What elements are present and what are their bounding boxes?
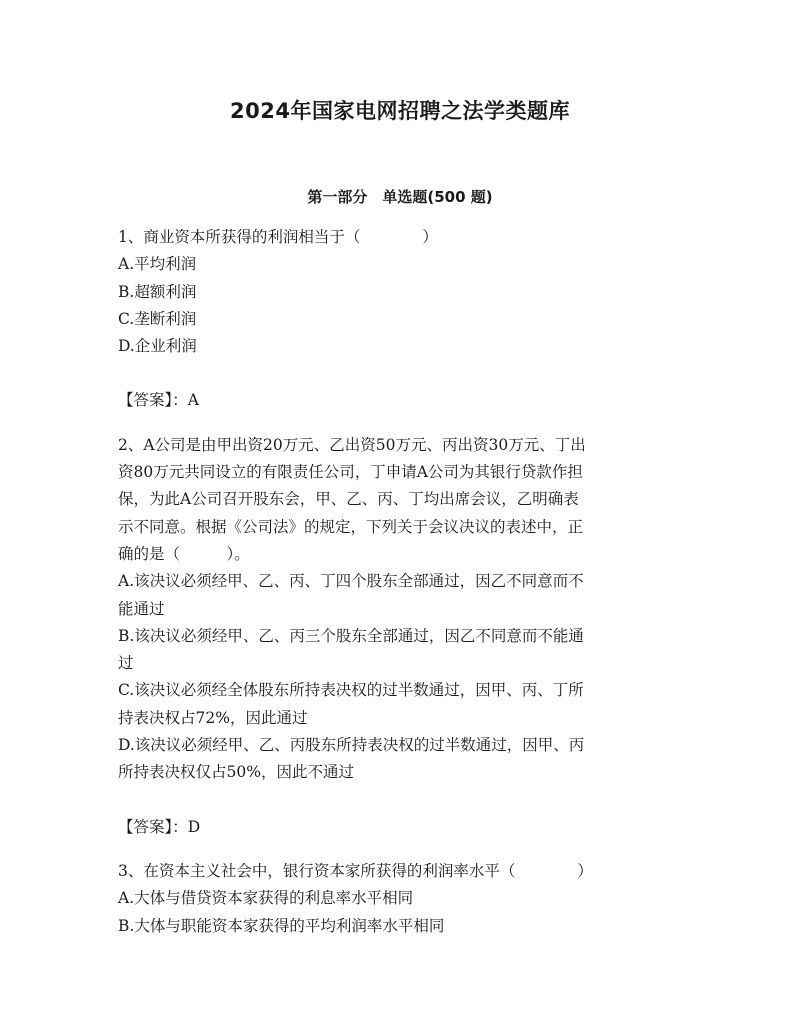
question-stem: 示不同意。根据《公司法》的规定，下列关于会议决议的表述中，正 — [118, 517, 584, 536]
document-title: 2024年国家电网招聘之法学类题库 — [230, 99, 570, 123]
option-d: D.企业利润 — [118, 337, 197, 356]
question-3 — [118, 858, 678, 940]
option-c-cont: 持表决权占72%，因此通过 — [118, 708, 308, 727]
question-stem: 保，为此A公司召开股东会，甲、乙、丙、丁均出席会议，乙明确表 — [118, 490, 579, 509]
option-b: B.大体与职能资本家获得的平均利润率水平相同 — [118, 916, 445, 935]
question-stem: 资80万元共同设立的有限责任公司，丁申请A公司为其银行贷款作担 — [118, 463, 583, 482]
question-stem: 1、商业资本所获得的利润相当于（ ） — [118, 228, 438, 246]
option-a-cont: 能通过 — [118, 599, 165, 618]
question-2 — [118, 432, 678, 841]
question-stem: 2、A公司是由甲出资20万元、乙出资50万元、丙出资30万元、丁出 — [118, 435, 586, 454]
option-b-cont: 过 — [118, 654, 134, 673]
option-c: C.该决议必须经全体股东所持表决权的过半数通过，因甲、丙、丁所 — [118, 681, 584, 700]
option-a: A.大体与借贷资本家获得的利息率水平相同 — [118, 889, 414, 908]
option-b: B.该决议必须经甲、乙、丙三个股东全部通过，因乙不同意而不能通 — [118, 626, 584, 645]
question-list — [118, 224, 678, 940]
option-b: B.超额利润 — [118, 282, 197, 301]
section-heading: 第一部分 单选题(500 题) — [307, 188, 493, 206]
question-1 — [118, 224, 678, 415]
option-a: A.平均利润 — [118, 255, 197, 274]
answer-label: 【答案】：D — [118, 817, 201, 836]
option-c: C.垄断利润 — [118, 309, 197, 328]
option-d: D.该决议必须经甲、乙、丙股东所持表决权的过半数通过，因甲、丙 — [118, 736, 585, 755]
option-a: A.该决议必须经甲、乙、丙、丁四个股东全部通过，因乙不同意而不 — [118, 572, 584, 591]
option-d-cont: 所持表决权仅占50%，因此不通过 — [118, 763, 354, 782]
question-stem: 确的是（ ）。 — [118, 544, 250, 563]
question-stem: 3、在资本主义社会中，银行资本家所获得的利润率水平（ ） — [118, 861, 593, 880]
answer-label: 【答案】：A — [118, 391, 199, 410]
